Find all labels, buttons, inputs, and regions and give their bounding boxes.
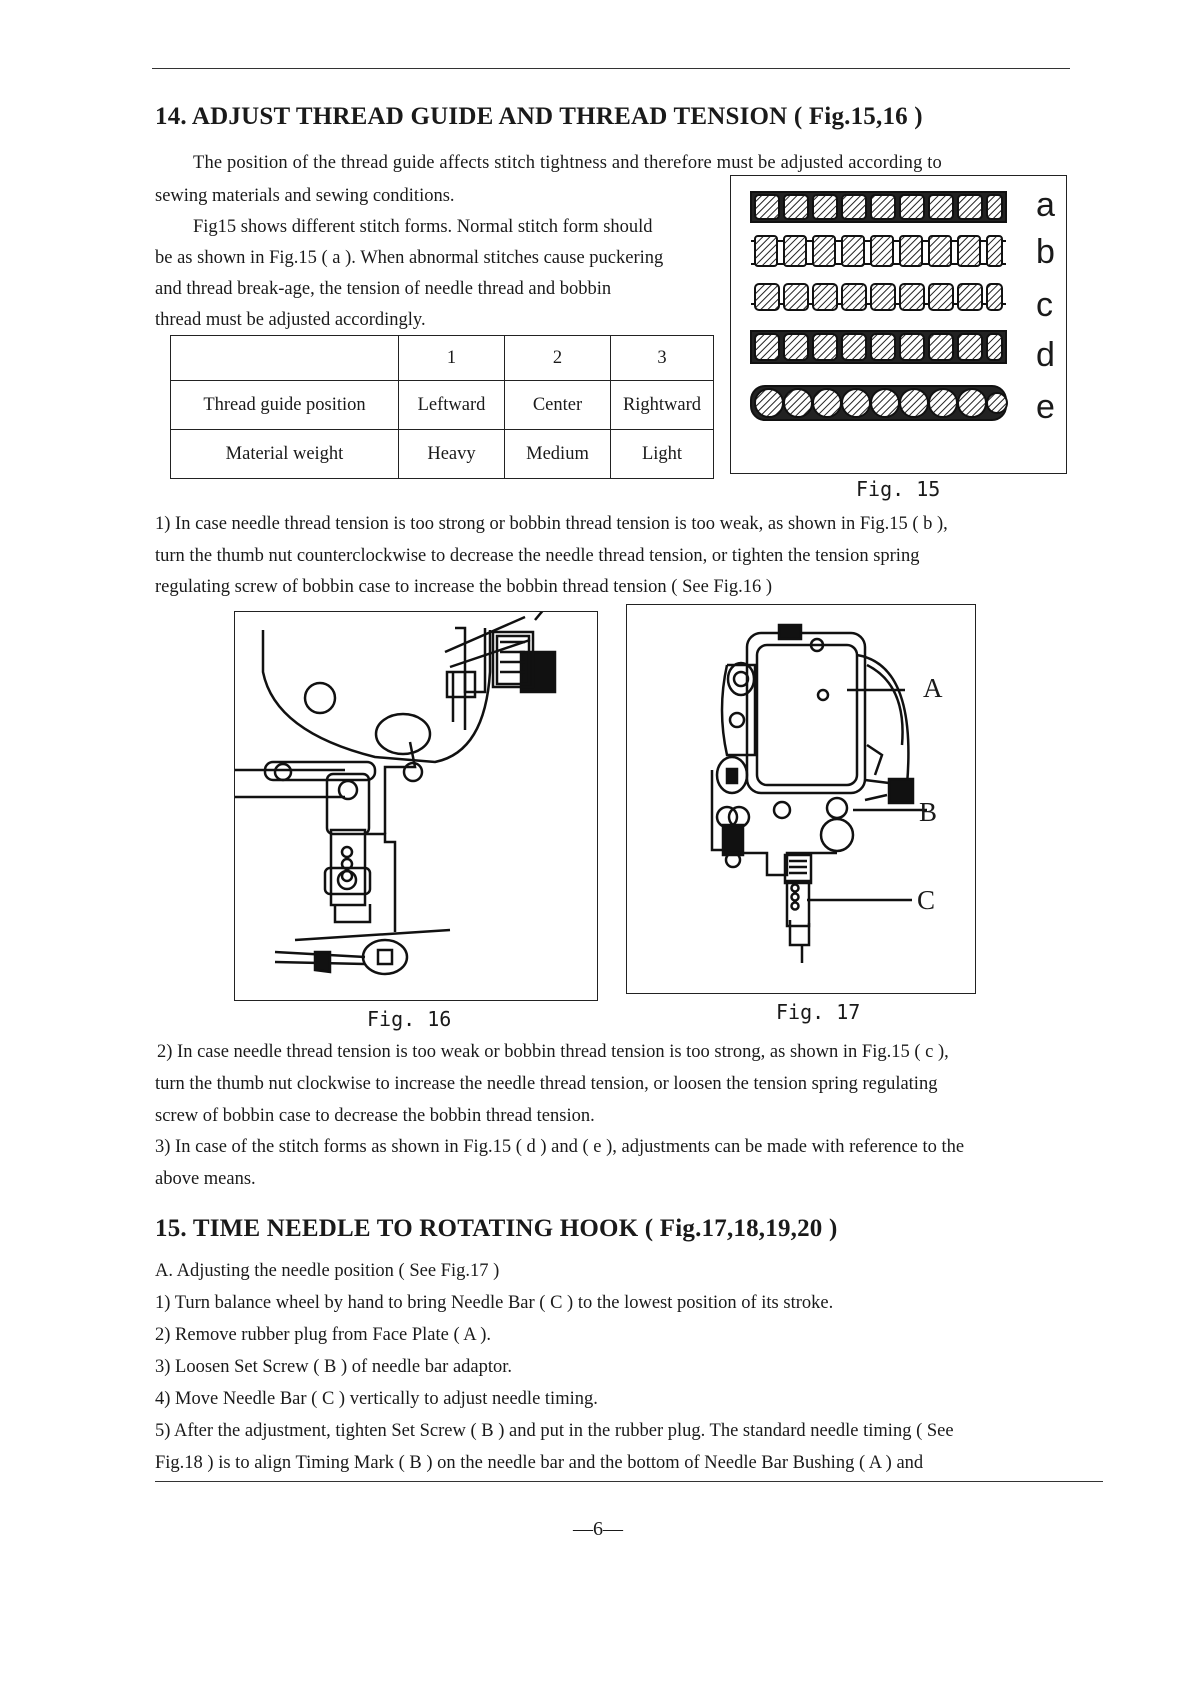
callout-a: A [923,673,943,703]
step1-line3: regulating screw of bobbin case to increase the bobbin thread tension ( See Fig.16 ) [155,577,773,597]
para2-line3: and thread break-age, the tension of needle thread and bobbin [155,279,612,299]
stitch-row-b [751,236,1006,266]
step1-line2: turn the thumb nut counterclockwise to decrease the needle thread tension, or tighten the tension spring [155,546,920,566]
step2-line3: screw of bobbin case to decrease the bobbin thread tension. [155,1106,595,1126]
section15-line: 5) After the adjustment, tighten Set Screw ( B ) and put in the rubber plug. The standard needle timing ( See [155,1421,954,1441]
stitch-label-c: c [1036,286,1053,324]
table-cell: Medium [505,430,611,479]
table-cell: Leftward [399,381,505,430]
stitch-row-e [751,386,1007,420]
section15-line: 1) Turn balance wheel by hand to bring Needle Bar ( C ) to the lowest position of its stroke. [155,1293,834,1313]
fig-17-caption: Fig. 17 [776,1000,861,1024]
para2-line1: Fig15 shows different stitch forms. Normal stitch form should [193,217,653,237]
step3-line1: 3) In case of the stitch forms as shown in Fig.15 ( d ) and ( e ), adjustments can be made with reference to the [155,1137,965,1157]
step3-line2: above means. [155,1169,256,1189]
para2-line4: thread must be adjusted accordingly. [155,310,426,330]
stitch-label-d: d [1036,336,1055,374]
stitch-label-e: e [1036,388,1055,426]
table-cell: Light [611,430,714,479]
fig-15-stitch-forms [730,175,1067,474]
para1-line1: The position of the thread guide affects stitch tightness and therefore must be adjusted according to [193,153,942,173]
table-header-0 [171,336,399,381]
table-header-1: 1 [399,336,505,381]
stitch-row-d [751,331,1006,363]
fig-16-caption: Fig. 16 [367,1007,452,1031]
stitch-label-b: b [1036,233,1055,271]
callout-b: B [919,797,938,827]
fig-15-caption: Fig. 15 [856,477,941,501]
table-cell: Material weight [171,430,399,479]
section-15-heading: 15. TIME NEEDLE TO ROTATING HOOK ( Fig.17,18,19,20 ) [155,1215,838,1242]
section-14-heading: 14. ADJUST THREAD GUIDE AND THREAD TENSION ( Fig.15,16 ) [155,103,923,130]
sewing-head-illustration [235,612,597,1000]
fig-17-drawing [626,604,976,994]
page-number: —6— [573,1518,623,1540]
step1-line1: 1) In case needle thread tension is too strong or bobbin thread tension is too weak, as shown in Fig.15 ( b ), [155,514,948,534]
table-cell: Rightward [611,381,714,430]
step2-line2: turn the thumb nut clockwise to increase the needle thread tension, or loosen the tension spring regulating [155,1074,938,1094]
table-cell: Center [505,381,611,430]
table-cell: Heavy [399,430,505,479]
stitch-forms-drawing [731,176,1066,473]
fig-16-drawing [234,611,598,1001]
section15-line: 3) Loosen Set Screw ( B ) of needle bar adaptor. [155,1357,513,1377]
section15-line: 4) Move Needle Bar ( C ) vertically to adjust needle timing. [155,1389,598,1409]
para2-line2: be as shown in Fig.15 ( a ). When abnormal stitches cause puckering [155,248,664,268]
section15-line: A. Adjusting the needle position ( See Fig.17 ) [155,1261,500,1281]
callout-c: C [917,885,936,915]
para1-line2: sewing materials and sewing conditions. [155,186,455,206]
top-rule [152,68,1070,69]
table-header-3: 3 [611,336,714,381]
stitch-row-c [751,284,1006,310]
section15-line: 2) Remove rubber plug from Face Plate ( A ). [155,1325,491,1345]
section15-line: Fig.18 ) is to align Timing Mark ( B ) on the needle bar and the bottom of Needle Bar Bushing ( A ) and [155,1453,924,1473]
table-cell: Thread guide position [171,381,399,430]
table-header-2: 2 [505,336,611,381]
step2-line1: 2) In case needle thread tension is too weak or bobbin thread tension is too strong, as shown in Fig.15 ( c ), [157,1042,949,1062]
stitch-row-a [751,192,1006,222]
stitch-label-a: a [1036,186,1055,224]
thread-guide-table [170,335,714,479]
bottom-rule [155,1481,1103,1482]
